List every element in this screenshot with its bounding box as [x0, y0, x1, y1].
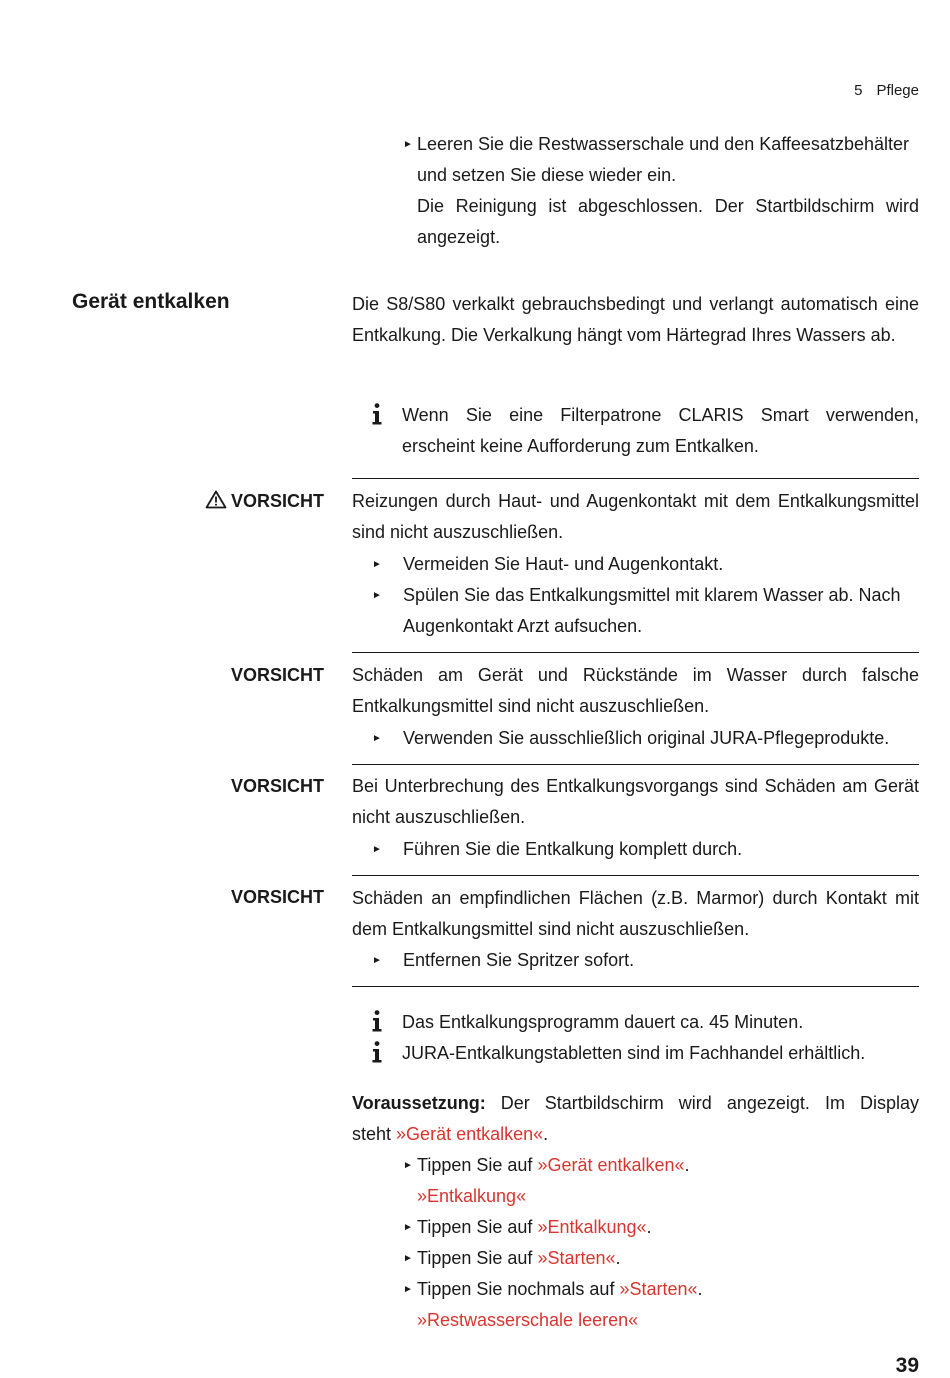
- info-filter-text: Wenn Sie eine Filterpatrone CLARIS Smart verwenden, erscheint keine Aufforderung zum Entkalken.: [402, 405, 919, 456]
- step: ► Tippen Sie auf »Entkalkung«.: [417, 1212, 652, 1243]
- warning-label: VORSICHT: [205, 490, 324, 512]
- divider: [352, 652, 919, 653]
- chapter-number: 5: [854, 82, 863, 99]
- divider: [352, 764, 919, 765]
- bullet-arrow-icon: ►: [372, 955, 382, 966]
- divider: [352, 478, 919, 479]
- section-intro: Die S8/S80 verkalkt gebrauchsbedingt und verlangt automatisch eine Entkalkung. Die Verkalkung hängt vom Härtegrad Ihres Wassers ab.: [352, 294, 919, 345]
- prerequisite-label: Voraussetzung:: [352, 1093, 486, 1113]
- step-arrow-icon: ►: [403, 1222, 413, 1233]
- step-arrow-icon: ►: [403, 139, 413, 150]
- step-result: »Restwasserschale leeren«: [417, 1310, 639, 1330]
- info-duration: Das Entkalkungsprogramm dauert ca. 45 Minuten.: [402, 1007, 919, 1038]
- chapter-title: Pflege: [876, 82, 919, 99]
- step: ► Tippen Sie auf »Starten«.: [417, 1243, 621, 1274]
- bullet-arrow-icon: ►: [372, 590, 382, 601]
- step: ► Tippen Sie auf »Gerät entkalken«. »Entkalkung«: [417, 1150, 690, 1212]
- warning-label: VORSICHT: [230, 776, 324, 796]
- step: ► Tippen Sie nochmals auf »Starten«. »Restwasserschale leeren«: [417, 1274, 703, 1336]
- info-filter: [402, 400, 919, 462]
- page-number: 39: [895, 1354, 919, 1377]
- warning-bullet: ► Verwenden Sie ausschließlich original JURA-Pflegeprodukte.: [403, 723, 919, 754]
- page-header: [854, 82, 919, 99]
- warning-label: VORSICHT: [230, 887, 324, 907]
- intro-step-line2: und setzen Sie diese wieder ein.: [417, 165, 677, 185]
- bullet-arrow-icon: ►: [372, 844, 382, 855]
- warning-bullet: ► Spülen Sie das Entkalkungsmittel mit klarem Wasser ab. Nach Augenkontakt Arzt aufsuchen.: [403, 580, 919, 642]
- bullet-arrow-icon: ►: [372, 559, 382, 570]
- info-tablets: JURA-Entkalkungstabletten sind im Fachhandel erhältlich.: [402, 1038, 919, 1069]
- warning-bullet: ► Vermeiden Sie Haut- und Augenkontakt.: [403, 549, 919, 580]
- step-arrow-icon: ►: [403, 1284, 413, 1295]
- section-title: Gerät entkalken: [72, 290, 230, 313]
- warning-text: Schäden am Gerät und Rückstände im Wasser durch falsche Entkalkungsmittel sind nicht auszuschließen.: [352, 665, 919, 716]
- warning-label: VORSICHT: [230, 665, 324, 685]
- divider: [352, 875, 919, 876]
- warning-triangle-icon: [205, 490, 227, 509]
- warning-text: Schäden an empfindlichen Flächen (z.B. Marmor) durch Kontakt mit dem Entkalkungsmittel sind nicht auszuschließen.: [352, 888, 919, 939]
- display-message: »Gerät entkalken«: [396, 1124, 544, 1144]
- intro-step-line1: Leeren Sie die Restwasserschale und den Kaffeesatzbehälter: [417, 134, 909, 154]
- warning-bullet: ► Führen Sie die Entkalkung komplett durch.: [403, 834, 919, 865]
- bullet-arrow-icon: ►: [372, 733, 382, 744]
- info-icon: [371, 1010, 383, 1032]
- warning-text: Reizungen durch Haut- und Augenkontakt mit dem Entkalkungsmittel sind nicht auszuschließen.: [352, 491, 919, 542]
- step-arrow-icon: ►: [403, 1160, 413, 1171]
- step-arrow-icon: ►: [403, 1253, 413, 1264]
- prerequisite: Voraussetzung: Der Startbildschirm wird angezeigt. Im Display steht »Gerät entkalken«.: [352, 1093, 919, 1144]
- intro-step-result: Die Reinigung ist abgeschlossen. Der Startbildschirm wird angezeigt.: [417, 196, 919, 247]
- warning-bullet: ► Entfernen Sie Spritzer sofort.: [403, 945, 919, 976]
- warning-text: Bei Unterbrechung des Entkalkungsvorgangs sind Schäden am Gerät nicht auszuschließen.: [352, 776, 919, 827]
- intro-step: [403, 129, 919, 253]
- step-result: »Entkalkung«: [417, 1186, 527, 1206]
- info-icon: [371, 403, 383, 425]
- info-icon: [371, 1041, 383, 1063]
- divider: [352, 986, 919, 987]
